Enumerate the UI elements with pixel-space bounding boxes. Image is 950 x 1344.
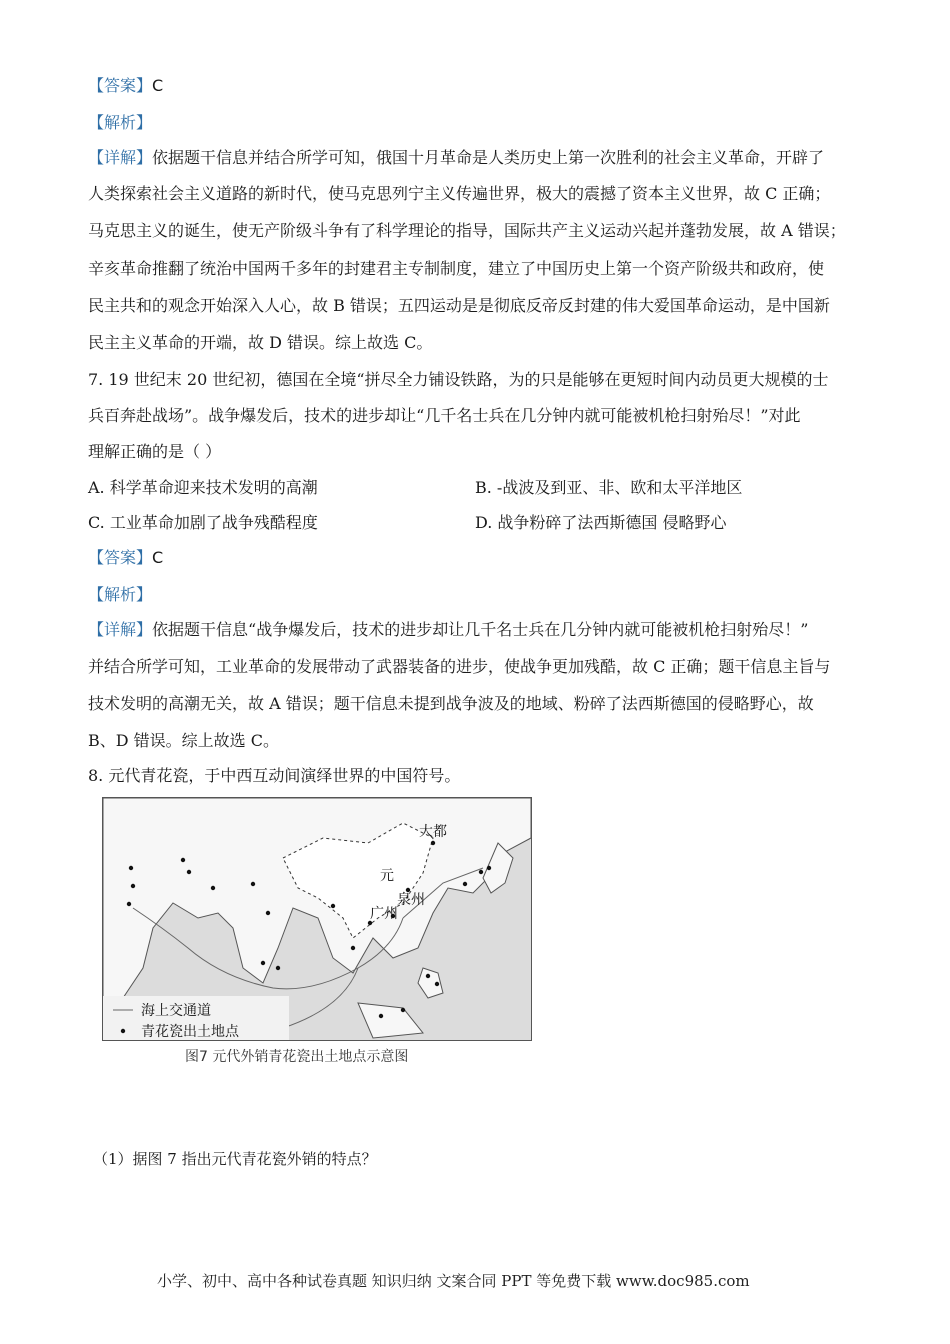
q7-stem-line-2: 兵百奔赴战场”。战争爆发后，技术的进步却让“几千名士兵在几分钟内就可能被机枪扫射殆尽！”对此 — [88, 406, 801, 425]
q7-option-d: D. 战争粉碎了法西斯德国 侵略野心 — [475, 513, 727, 532]
label-yuan: 元 — [380, 868, 394, 884]
q7-stem-line-3: 理解正确的是（ ） — [88, 442, 222, 461]
q7-option-c: C. 工业革命加剧了战争残酷程度 — [88, 513, 318, 532]
q6-detail-line-1 — [88, 148, 824, 168]
q7-detail-line-4: B、D 错误。综上故选 C。 — [88, 731, 280, 750]
answer-tag: 【答案】 — [88, 76, 153, 95]
q7-detail-line-1 — [88, 620, 808, 640]
detail-text: 依据题干信息并结合所学可知，俄国十月革命是人类历史上第一次胜利的社会主义革命，开辟了 — [152, 148, 825, 167]
trade-map — [102, 797, 532, 1041]
q6-answer-line — [88, 76, 163, 96]
q7-option-b: B. -战波及到亚、非、欧和太平洋地区 — [475, 478, 743, 497]
detail-tag: 【详解】 — [88, 620, 153, 639]
q6-detail-line-4: 辛亥革命推翻了统治中国两千多年的封建君主专制制度，建立了中国历史上第一个资产阶级共和政府，使 — [88, 259, 825, 278]
q6-detail-line-5: 民主共和的观念开始深入人心，故 B 错误；五四运动是是彻底反帝反封建的伟大爱国革命运动，是中国新 — [88, 296, 830, 315]
q6-detail-line-2: 人类探索社会主义道路的新时代，使马克思列宁主义传遍世界，极大的震撼了资本主义世界，故 C 正确； — [88, 184, 831, 203]
q8-sub-question-1: （1）据图 7 指出元代青花瓷外销的特点？ — [93, 1150, 377, 1168]
answer-value: C — [152, 76, 164, 95]
answer-value: C — [152, 548, 164, 567]
q7-detail-line-2: 并结合所学可知，工业革命的发展带动了武器装备的进步，使战争更加残酷，故 C 正确；题干信息主旨与 — [88, 657, 831, 676]
q7-stem-line-1: 7. 19 世纪末 20 世纪初，德国在全境“拼尽全力铺设铁路，为的只是能够在更短时间内动员更大规模的士 — [88, 370, 829, 389]
label-dadu: 大都 — [419, 824, 447, 840]
q6-detail-line-6: 民主主义革命的开端，故 D 错误。综上故选 C。 — [88, 333, 433, 352]
trade-map-drawing — [103, 798, 531, 1040]
q6-detail-line-3: 马克思主义的诞生，使无产阶级斗争有了科学理论的指导，国际共产主义运动兴起并蓬勃发展，故 A 错误； — [88, 221, 846, 240]
legend-site: 青花瓷出土地点 — [141, 1024, 239, 1040]
page-footer: 小学、初中、高中各种试卷真题 知识归纳 文案合同 PPT 等免费下载 www.doc985.com — [157, 1272, 750, 1290]
q8-stem: 8. 元代青花瓷，于中西互动间演绎世界的中国符号。 — [88, 766, 461, 785]
map-caption: 图7 元代外销青花瓷出土地点示意图 — [185, 1049, 409, 1065]
q7-detail-line-3: 技术发明的高潮无关，故 A 错误；题干信息未提到战争波及的地域、粉碎了法西斯德国的侵略野心，故 — [88, 694, 814, 713]
legend-sea-route: 海上交通道 — [141, 1003, 211, 1019]
q6-analysis-tag: 【解析】 — [88, 113, 153, 132]
label-quanzhou: 泉州 — [397, 892, 425, 908]
detail-tag: 【详解】 — [88, 148, 153, 167]
legend-site-dot — [121, 1029, 125, 1033]
q7-option-a: A. 科学革命迎来技术发明的高潮 — [88, 478, 318, 497]
answer-tag: 【答案】 — [88, 548, 153, 567]
detail-text: 依据题干信息“战争爆发后，技术的进步却让几千名士兵在几分钟内就可能被机枪扫射殆尽！” — [152, 620, 809, 639]
q7-answer-line — [88, 548, 163, 568]
q7-analysis-tag: 【解析】 — [88, 585, 153, 604]
label-guangzhou: 广州 — [370, 906, 398, 922]
